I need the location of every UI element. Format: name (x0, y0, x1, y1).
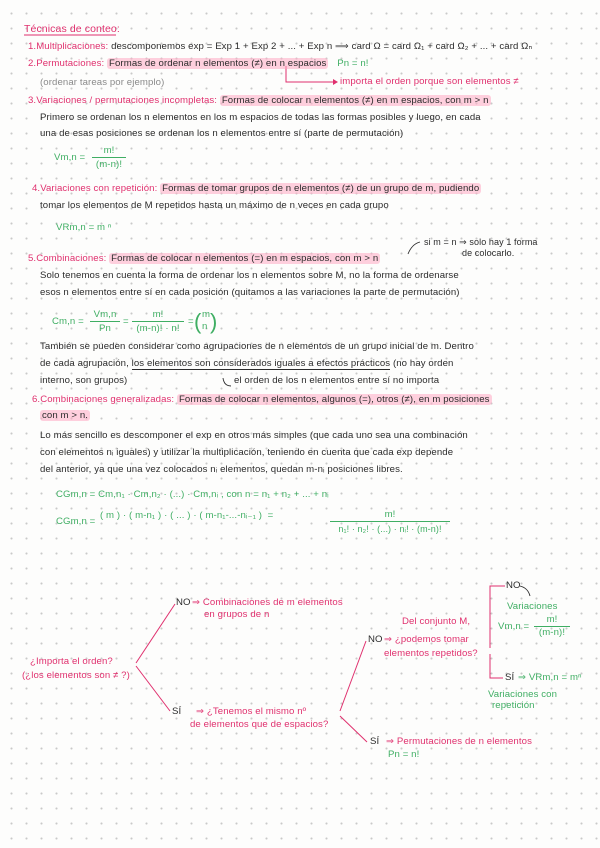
section-6-formula-2-num: m! (330, 509, 450, 522)
tree-perm-result: ⇒ Permutaciones de n elementos (386, 736, 532, 747)
tree-vr-label-1: Variaciones con (488, 689, 558, 700)
tree-variaciones-label: Variaciones (507, 601, 558, 612)
section-5-line-1: Solo tenemos en cuenta la forma de ordenar los n elementos sobre M, no la forma de ordenarse (40, 270, 459, 281)
section-6-heading: 6.Combinaciones generalizadas: (32, 394, 175, 405)
tree-branch-root-no (136, 604, 175, 663)
section-6-definition-2 (40, 410, 90, 422)
tree-var-formula-left: Vm,n = (498, 621, 530, 632)
section-6-definition-2-text: con m > n. (42, 410, 89, 421)
section-5-note-1: si m = n ⇒ solo hay 1 forma (424, 237, 538, 247)
section-2-heading: 2.Permutaciones: (28, 58, 105, 69)
section-1 (28, 41, 532, 53)
section-2 (28, 58, 369, 70)
tree-q2-line-2: de elementos que de espacios? (190, 719, 329, 730)
section-3-formula-num: m! (92, 145, 126, 158)
section-6 (32, 394, 492, 406)
section-4-formula: VRm,n = m ⁿ (56, 222, 112, 233)
tree-root-question: ¿Importa el orden? (30, 656, 113, 667)
section-5-formula-eq-2: = (188, 316, 194, 327)
tree-q3-line-3: elementos repetidos? (384, 648, 478, 659)
section-5-formula-den-1: Pn (99, 323, 111, 334)
tree-si-label: SÍ (172, 706, 182, 717)
section-6-formula-2-left: CGm,n = (56, 516, 96, 527)
section-6-line-1: Lo más sencillo es descomponer el exp en otros más simples (que cada uno sea una combinación (40, 430, 468, 441)
section-5-line-5b: el orden de los n elementos entre sí no importa (234, 375, 440, 386)
section-3-line-1: Primero se ordenan los n elementos en los m espacios de todas las formas posibles y luego, en cada (40, 112, 481, 123)
section-6-definition: Formas de colocar n elementos, algunos (=), otros (≠), en m posiciones (178, 394, 490, 405)
section-6-line-3: del anterior, ya que una vez colocados nᵢ elementos, quedan m-nᵢ posiciones libres. (40, 464, 403, 475)
section-2-note: importa el orden porque son elementos ≠ (340, 76, 519, 87)
section-2-subtext: (ordenar tareas por ejemplo) (40, 77, 165, 88)
section-5-line-4 (40, 358, 453, 370)
tree-branch-q2-no (340, 641, 366, 711)
section-2-formula: Pn = n! (337, 58, 369, 69)
comb-note-arrow (408, 242, 420, 254)
section-4-line-2: tomar los elementos de M repetidos hasta un máximo de n veces en cada grupo (40, 200, 389, 211)
section-3-formula-left: Vm,n = (54, 152, 86, 163)
section-5-formula-den-2: (m-n)! · n! (136, 323, 180, 334)
section-5-line-3: También se pueden considerar como agrupaciones de n elementos de un grupo inicial de m. Dentro (40, 341, 474, 352)
perm-note-arrowhead (333, 79, 338, 85)
tree-perm-formula: Pn = n! (388, 749, 420, 760)
tree-q3-line-1: Del conjunto M, (402, 616, 471, 627)
section-5-line-5: interno, son grupos) (40, 375, 128, 386)
section-3-definition: Formas de colocar n elementos (≠) en m espacios, con m > n (221, 95, 489, 106)
section-5-formula-left: Cm,n = (52, 316, 84, 327)
section-5-formula-eq-1: = (123, 316, 129, 327)
section-6-formula-2-binoms: ( m ) · ( m-n₁ ) · ( ... ) · ( m-n₁-...-nᵢ₋₁ ) = (100, 510, 274, 521)
section-4-heading: 4.Variaciones con repetición: (32, 183, 158, 194)
section-5-binom-bot: n (202, 321, 208, 332)
section-5-note-2: de colocarlo. (462, 248, 515, 258)
section-5 (28, 253, 380, 265)
section-5-line-4c: (no hay orden (392, 358, 454, 369)
section-6-formula-1: CGm,n = Cm,n₁ · Cm,n₂ · (...) · Cm,nᵢ , con n = n₁ + n₂ + ... + nᵢ (56, 489, 329, 500)
section-5-line-4b: los elementos son considerados iguales a efectos prácticos (131, 358, 391, 369)
tree-no3-arrow (520, 586, 530, 596)
tree-q3-line-2: ⇒ ¿podemos tomar (384, 634, 469, 645)
section-5-binom-paren-left: ( (194, 309, 202, 334)
section-3-formula-den: (m-n)! (95, 159, 123, 170)
section-4-definition: Formas de tomar grupos de n elementos (≠) de un grupo de m, pudiendo (162, 183, 480, 194)
tree-no-result-2: en grupos de n (204, 609, 270, 620)
tree-no2-label: NO (368, 634, 383, 645)
section-5-definition: Formas de colocar n elementos (=) en m espacios, con m > n (111, 253, 379, 264)
section-3 (28, 95, 491, 107)
tree-no3-label: NO (506, 580, 521, 591)
tree-no-label: NO (176, 597, 191, 608)
tree-vr-label-2: repetición (492, 700, 535, 711)
section-5-heading: 5.Combinaciones: (28, 253, 107, 264)
section-4 (32, 183, 481, 195)
tree-q2-line-1: ⇒ ¿Tenemos el mismo nº (196, 706, 307, 717)
section-2-definition: Formas de ordenar n elementos (≠) en n espacios (109, 58, 327, 69)
tree-var-formula-den: (m-n)! (538, 627, 566, 638)
section-5-line-2: esos n elementos entre sí en cada posición (quitamos a las variaciones la parte de permutación) (40, 287, 460, 298)
section-3-heading: 3.Variaciones / permutaciones incompletas: (28, 95, 218, 106)
tree-var-formula-num: m! (534, 614, 570, 627)
tree-si3-label: SÍ (505, 672, 515, 683)
comb-line5-arrow (223, 378, 231, 386)
tree-branch-q3-no (490, 586, 505, 648)
section-6-formula-2-den: n₁! · n₂! · (...) · nᵢ! · (m-n)! (338, 524, 442, 534)
section-5-formula-num-1: Vm,n (90, 309, 120, 322)
tree-branch-root-si (136, 666, 170, 711)
section-6-line-2: con elementos nᵢ iguales) y utilizar la multiplicación, teniendo en cuenta que cada exp depende (40, 447, 454, 458)
section-3-line-2: una de esas posiciones se ordenan los n elementos entre sí (parte de permutación) (40, 128, 404, 139)
tree-branch-q2-si (340, 716, 367, 742)
section-5-formula-num-2: m! (132, 309, 184, 322)
tree-si2-label: SÍ (370, 736, 380, 747)
tree-root-subquestion: (¿los elementos son ≠ ?) (22, 670, 130, 681)
section-1-text: descomponemos exp = Exp 1 + Exp 2 + ... + Exp n ⟹ card Ω = card Ω₁ + card Ω₂ + ... + card Ωₙ (111, 41, 533, 52)
section-5-binom-top: m (202, 309, 211, 320)
section-5-line-4a: de cada agrupación, (40, 358, 129, 369)
tree-vr-formula: ⇒ VRm,n = mⁿ (518, 672, 582, 683)
section-1-heading: 1.Multiplicaciones: (28, 41, 109, 52)
tree-branch-q3-si (490, 654, 503, 678)
page-title: Técnicas de conteo: (24, 23, 120, 35)
section-5-binom-paren-right: ) (210, 309, 218, 334)
tree-no-result-1: ⇒ Combinaciones de m elementos (192, 597, 343, 608)
